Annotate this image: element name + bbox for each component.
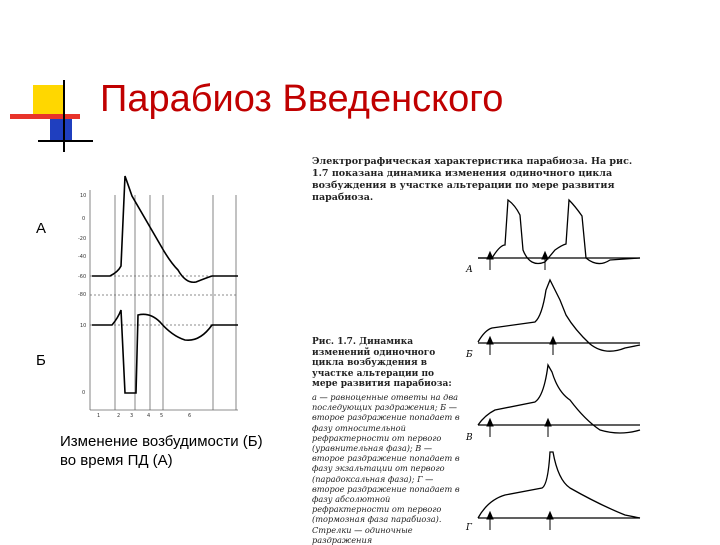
x-tick: 6 <box>188 413 192 419</box>
panel-label: Б <box>466 350 473 360</box>
figure-caption: Рис. 1.7. Динамика изменений одиночного цикла возбуждения в участке альтерации по мере развития парабиоза: <box>312 337 452 390</box>
y-tick: 10 <box>80 193 87 199</box>
x-tick: 5 <box>160 413 164 419</box>
panel-a-trace <box>478 200 640 264</box>
panel-g-trace <box>478 452 640 518</box>
scan-heading-text: Электрографическая характеристика парабиоза. На рис. 1.7 показана динамика изменения одиночного цикла возбуждения в участке альтерации по мере развития парабиоза. <box>312 156 633 203</box>
y-tick: -20 <box>78 236 87 242</box>
panel-label: В <box>466 433 473 443</box>
slide-caption <box>60 432 263 470</box>
x-tick: 1 <box>97 413 101 419</box>
label-b: Б <box>36 352 46 369</box>
y-tick: 0 <box>82 390 86 396</box>
caption-line-2: во время ПД (А) <box>60 452 173 469</box>
panel-v-trace <box>478 365 640 433</box>
x-tick: 3 <box>130 413 134 419</box>
excitability-curve <box>92 310 238 393</box>
label-a: А <box>36 220 47 237</box>
y-tick: 0 <box>82 216 86 222</box>
figure-legend: а — равноценные ответы на два последующих раздражения; Б — второе раздражение попадает в фазу относительной рефрактерности от первого (уравнительная фаза); В — второе раздражение попадает в фазу экзальтации от первого (парадоксальная фаза); Г — второе раздражение попадает в фазу абсолютной рефрактерности от первого (тормозная фаза парабиоза). Стрелки — одиночные раздражения <box>312 392 460 545</box>
slide-title: Парабиоз Введенского <box>100 78 504 120</box>
x-tick: 4 <box>147 413 151 419</box>
panel-b-trace <box>478 280 640 351</box>
y-tick: -60 <box>78 274 87 280</box>
y-tick: 10 <box>80 323 87 329</box>
y-tick: -80 <box>78 292 87 298</box>
panel-label: А <box>466 265 473 275</box>
action-potential-curve <box>92 176 238 282</box>
caption-line-1: Изменение возбудимости (Б) <box>60 433 263 450</box>
panel-label: Г <box>466 523 472 533</box>
y-tick: -40 <box>78 254 87 260</box>
x-tick: 2 <box>117 413 121 419</box>
